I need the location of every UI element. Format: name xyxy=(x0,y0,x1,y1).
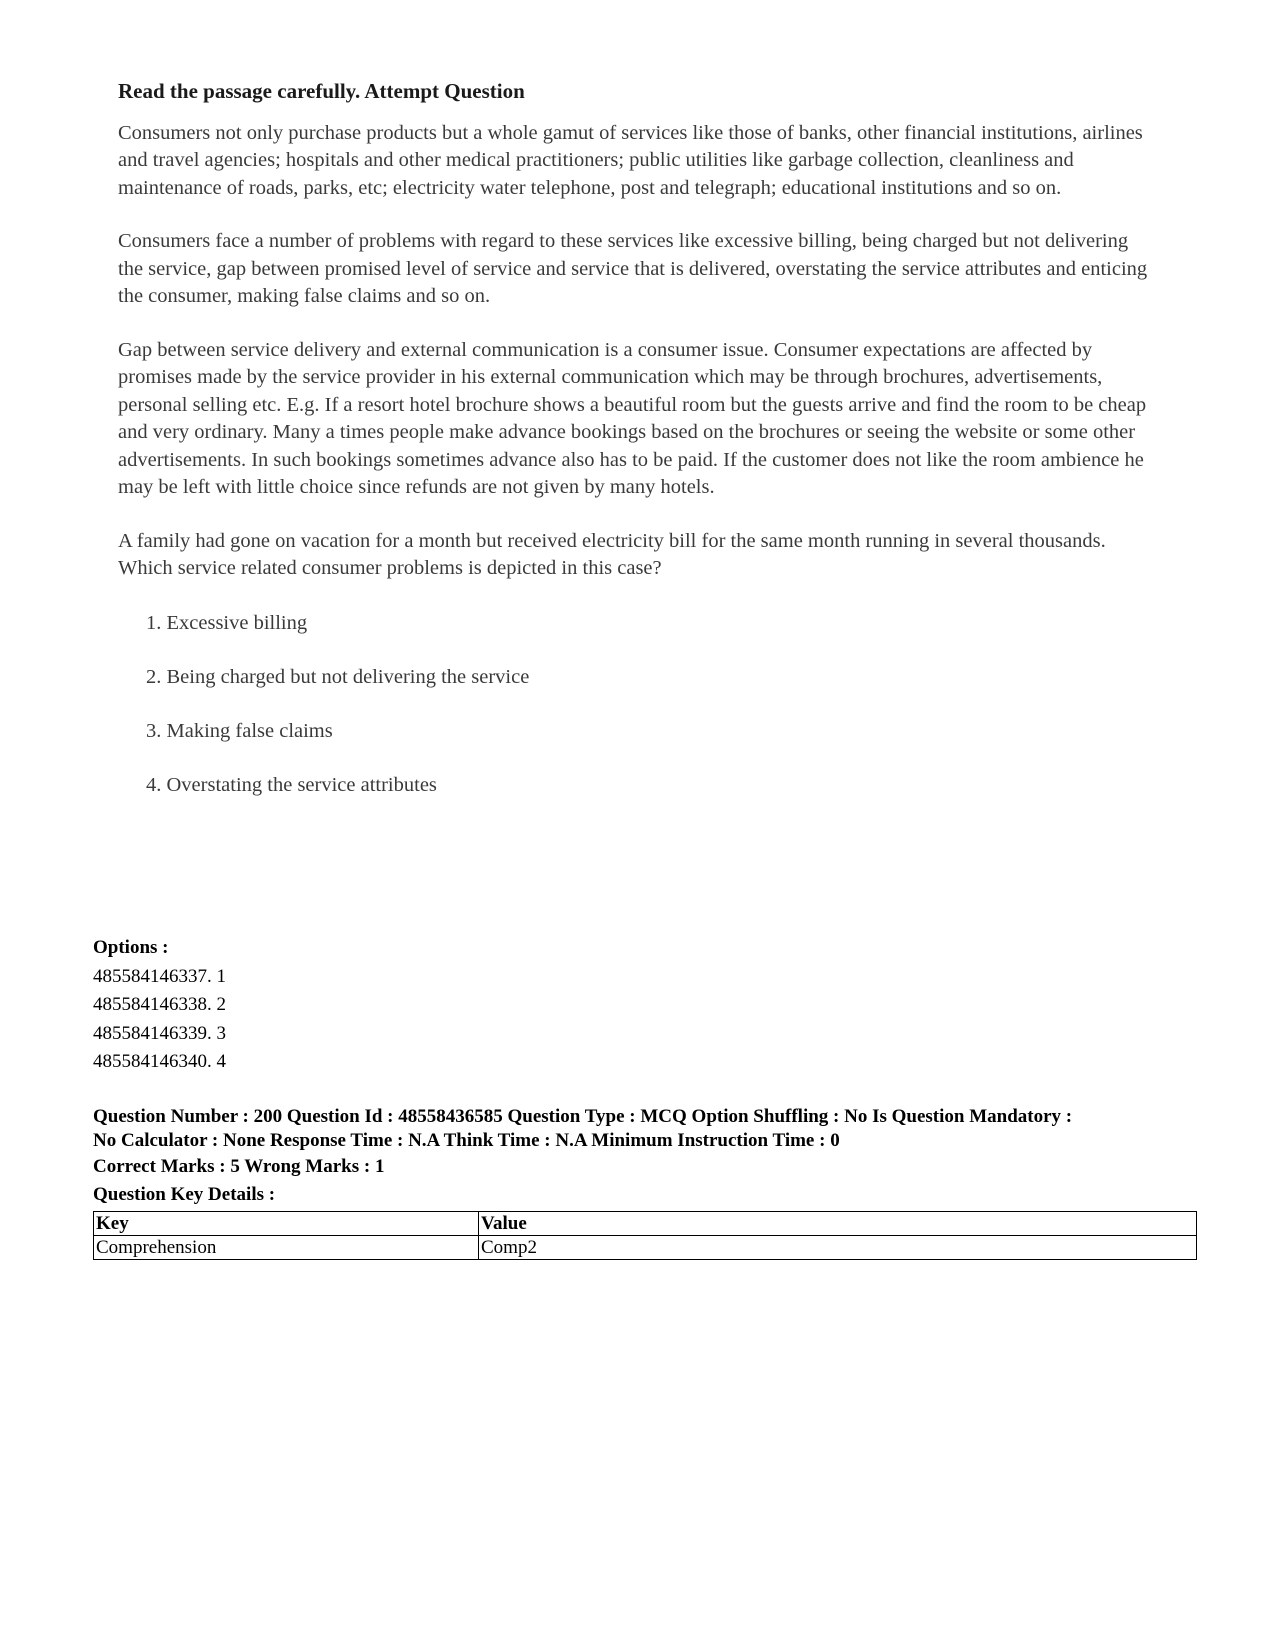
question-info-line-2: No Calculator : None Response Time : N.A Think Time : N.A Minimum Instruction Time : 0 xyxy=(93,1129,840,1151)
options-label: Options : xyxy=(93,937,169,958)
passage-image xyxy=(118,78,1158,825)
option-item: 485584146338. 2 xyxy=(93,994,226,1015)
choice-item: 4. Overstating the service attributes xyxy=(146,773,437,796)
passage-paragraph-2: Consumers face a number of problems with regard to these services like excessive billing, being charged but not delivering the service, gap between promised level of service and service that is delivered, overstating the service attributes and enticing the consumer, making false claims and so on. xyxy=(118,230,1148,307)
question-meta xyxy=(93,934,1193,1260)
table-header-value: Value xyxy=(479,1211,1197,1235)
choice-item: 3. Making false claims xyxy=(146,719,333,742)
question-info-line-1: Question Number : 200 Question Id : 48558436585 Question Type : MCQ Option Shuffling : No Is Question Mandatory : xyxy=(93,1105,1073,1127)
table-row xyxy=(94,1235,1197,1259)
table-cell-key: Comprehension xyxy=(94,1235,479,1259)
option-item: 485584146339. 3 xyxy=(93,1022,226,1044)
passage-paragraph-3: Gap between service delivery and external communication is a consumer issue. Consumer expectations are affected by promises made by the service provider in his external communication which may be through brochures, advertisements, personal selling etc. E.g. If a resort hotel brochure shows a beautiful room but the guests arrive and find the room to be cheap and very ordinary. Many a times people make advance bookings based on the brochures or seeing the website or some other advertisements. In such bookings sometimes advance also has to be paid. If the customer does not like the room ambience he may be left with little choice since refunds are not given by many hotels. xyxy=(118,338,1147,498)
option-item: 485584146340. 4 xyxy=(93,1051,226,1072)
option-item: 485584146337. 1 xyxy=(93,965,226,987)
table-cell-value: Comp2 xyxy=(479,1235,1197,1259)
choice-item: 1. Excessive billing xyxy=(146,611,308,634)
table-header-row xyxy=(94,1211,1197,1235)
key-details-table xyxy=(93,1211,1197,1260)
passage-paragraph-1: Consumers not only purchase products but a whole gamut of services like those of banks, other financial institutions, airlines and travel agencies; hospitals and other medical practitioners; public utilities like garbage collection, cleanliness and maintenance of roads, parks, etc; electricity water telephone, post and telegraph; educational institutions and so on. xyxy=(118,121,1143,199)
passage-title: Read the passage carefully. Attempt Question xyxy=(118,79,525,103)
choice-list xyxy=(146,609,1158,799)
key-details-label: Question Key Details : xyxy=(93,1183,276,1205)
table-header-key: Key xyxy=(94,1211,479,1235)
question-text: A family had gone on vacation for a month but received electricity bill for the same month running in several thousands. Which service related consumer problems is depicted in this case? xyxy=(118,529,1106,579)
choice-item: 2. Being charged but not delivering the service xyxy=(146,665,530,688)
marks-line: Correct Marks : 5 Wrong Marks : 1 xyxy=(93,1155,385,1177)
question-info xyxy=(93,1105,1193,1153)
